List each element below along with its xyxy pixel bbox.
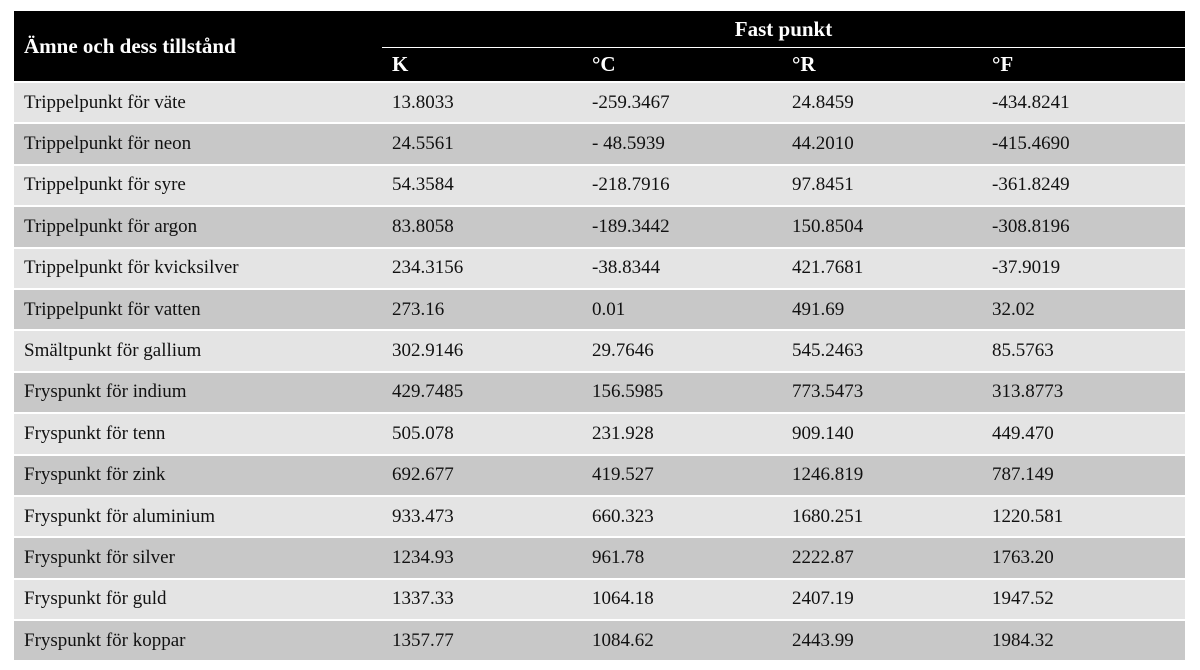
rankine-cell: 150.8504 bbox=[782, 206, 982, 247]
fahrenheit-cell: 85.5763 bbox=[982, 330, 1185, 371]
kelvin-cell: 429.7485 bbox=[382, 372, 582, 413]
celsius-cell: 1064.18 bbox=[582, 579, 782, 620]
fahrenheit-cell: 1947.52 bbox=[982, 579, 1185, 620]
substance-cell: Fryspunkt för silver bbox=[14, 537, 382, 578]
celsius-cell: 29.7646 bbox=[582, 330, 782, 371]
celsius-cell: 0.01 bbox=[582, 289, 782, 330]
fahrenheit-cell: 449.470 bbox=[982, 413, 1185, 454]
rankine-cell: 545.2463 bbox=[782, 330, 982, 371]
rankine-cell: 909.140 bbox=[782, 413, 982, 454]
substance-cell: Fryspunkt för guld bbox=[14, 579, 382, 620]
table-row bbox=[14, 579, 1185, 620]
table-row bbox=[14, 206, 1185, 247]
table-row bbox=[14, 455, 1185, 496]
celsius-cell: -189.3442 bbox=[582, 206, 782, 247]
kelvin-cell: 1357.77 bbox=[382, 620, 582, 660]
substance-column-header: Ämne och dess tillstånd bbox=[14, 11, 382, 82]
rankine-cell: 773.5473 bbox=[782, 372, 982, 413]
table-row bbox=[14, 248, 1185, 289]
substance-cell: Fryspunkt för zink bbox=[14, 455, 382, 496]
substance-cell: Trippelpunkt för syre bbox=[14, 165, 382, 206]
celsius-cell: - 48.5939 bbox=[582, 123, 782, 164]
rankine-cell: 2443.99 bbox=[782, 620, 982, 660]
table-row bbox=[14, 620, 1185, 660]
fahrenheit-cell: -361.8249 bbox=[982, 165, 1185, 206]
table-header bbox=[14, 11, 1185, 82]
kelvin-cell: 505.078 bbox=[382, 413, 582, 454]
table-row bbox=[14, 372, 1185, 413]
table-body bbox=[14, 82, 1185, 660]
kelvin-cell: 13.8033 bbox=[382, 82, 582, 123]
fixed-points-table-container bbox=[14, 11, 1185, 660]
celsius-cell: 1084.62 bbox=[582, 620, 782, 660]
unit-header-rankine: °R bbox=[782, 48, 982, 83]
fahrenheit-cell: 313.8773 bbox=[982, 372, 1185, 413]
unit-header-celsius: °C bbox=[582, 48, 782, 83]
substance-cell: Fryspunkt för koppar bbox=[14, 620, 382, 660]
rankine-cell: 97.8451 bbox=[782, 165, 982, 206]
header-row-group bbox=[14, 11, 1185, 48]
table-row bbox=[14, 413, 1185, 454]
table-row bbox=[14, 496, 1185, 537]
kelvin-cell: 1337.33 bbox=[382, 579, 582, 620]
substance-cell: Fryspunkt för indium bbox=[14, 372, 382, 413]
substance-cell: Trippelpunkt för vatten bbox=[14, 289, 382, 330]
table-row bbox=[14, 330, 1185, 371]
kelvin-cell: 1234.93 bbox=[382, 537, 582, 578]
kelvin-cell: 234.3156 bbox=[382, 248, 582, 289]
fahrenheit-cell: 1763.20 bbox=[982, 537, 1185, 578]
celsius-cell: -218.7916 bbox=[582, 165, 782, 206]
table-row bbox=[14, 537, 1185, 578]
rankine-cell: 24.8459 bbox=[782, 82, 982, 123]
substance-cell: Trippelpunkt för argon bbox=[14, 206, 382, 247]
rankine-cell: 1680.251 bbox=[782, 496, 982, 537]
fahrenheit-cell: 1220.581 bbox=[982, 496, 1185, 537]
unit-header-kelvin: K bbox=[382, 48, 582, 83]
celsius-cell: 231.928 bbox=[582, 413, 782, 454]
rankine-cell: 2407.19 bbox=[782, 579, 982, 620]
table-row bbox=[14, 82, 1185, 123]
table-row bbox=[14, 289, 1185, 330]
rankine-cell: 44.2010 bbox=[782, 123, 982, 164]
rankine-cell: 491.69 bbox=[782, 289, 982, 330]
table-row bbox=[14, 165, 1185, 206]
table-row bbox=[14, 123, 1185, 164]
substance-cell: Trippelpunkt för neon bbox=[14, 123, 382, 164]
substance-cell: Fryspunkt för aluminium bbox=[14, 496, 382, 537]
celsius-cell: 660.323 bbox=[582, 496, 782, 537]
rankine-cell: 2222.87 bbox=[782, 537, 982, 578]
substance-cell: Trippelpunkt för kvicksilver bbox=[14, 248, 382, 289]
substance-cell: Smältpunkt för gallium bbox=[14, 330, 382, 371]
unit-header-fahrenheit: °F bbox=[982, 48, 1185, 83]
fahrenheit-cell: -434.8241 bbox=[982, 82, 1185, 123]
fahrenheit-cell: -37.9019 bbox=[982, 248, 1185, 289]
rankine-cell: 1246.819 bbox=[782, 455, 982, 496]
celsius-cell: 961.78 bbox=[582, 537, 782, 578]
fahrenheit-cell: 787.149 bbox=[982, 455, 1185, 496]
fixed-points-table bbox=[14, 11, 1185, 660]
kelvin-cell: 273.16 bbox=[382, 289, 582, 330]
substance-cell: Trippelpunkt för väte bbox=[14, 82, 382, 123]
celsius-cell: -259.3467 bbox=[582, 82, 782, 123]
kelvin-cell: 692.677 bbox=[382, 455, 582, 496]
fahrenheit-cell: -308.8196 bbox=[982, 206, 1185, 247]
fixed-point-group-header: Fast punkt bbox=[382, 11, 1185, 48]
kelvin-cell: 933.473 bbox=[382, 496, 582, 537]
celsius-cell: 156.5985 bbox=[582, 372, 782, 413]
kelvin-cell: 302.9146 bbox=[382, 330, 582, 371]
substance-cell: Fryspunkt för tenn bbox=[14, 413, 382, 454]
fahrenheit-cell: 32.02 bbox=[982, 289, 1185, 330]
celsius-cell: 419.527 bbox=[582, 455, 782, 496]
fahrenheit-cell: 1984.32 bbox=[982, 620, 1185, 660]
fahrenheit-cell: -415.4690 bbox=[982, 123, 1185, 164]
kelvin-cell: 24.5561 bbox=[382, 123, 582, 164]
celsius-cell: -38.8344 bbox=[582, 248, 782, 289]
kelvin-cell: 83.8058 bbox=[382, 206, 582, 247]
rankine-cell: 421.7681 bbox=[782, 248, 982, 289]
kelvin-cell: 54.3584 bbox=[382, 165, 582, 206]
